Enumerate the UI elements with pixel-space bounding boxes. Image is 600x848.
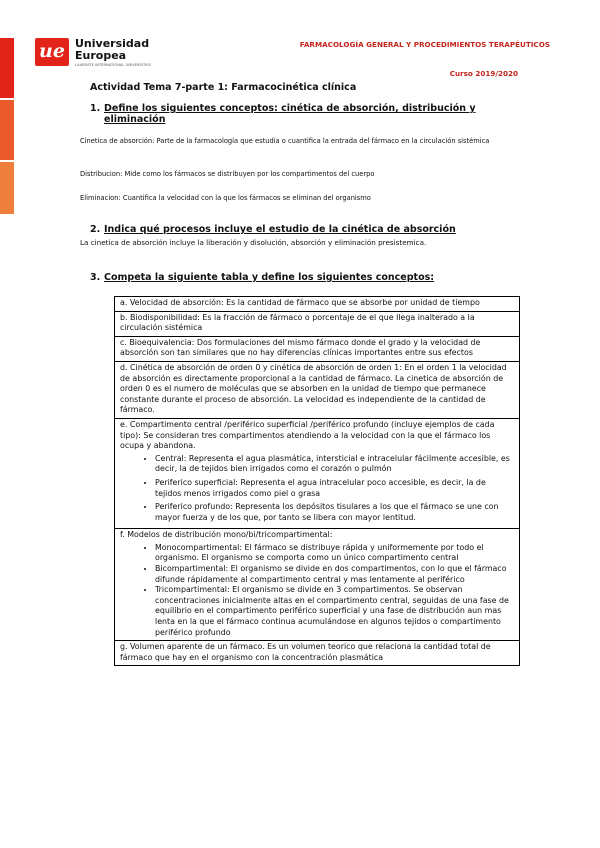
models-intro: f. Modelos de distribución mono/bi/tricompartimental: [120,530,333,540]
side-bar-top [0,38,14,98]
concepts-table [114,296,520,666]
section3-number: 3. [90,272,101,283]
definition-absorption: Cinetica de absorción: Parte de la farmacología que estudia o cuantifica la entrada del fármaco en la circulación sistémica [80,137,490,145]
side-bar-middle [0,100,14,160]
logo-subline: LAUREATE INTERNATIONAL UNIVERSITIES [75,63,151,67]
subject-title: FARMACOLOGÍA GENERAL Y PROCEDIMIENTOS TERAPÉUTICOS [299,40,550,49]
table-row [115,336,520,361]
list-item: • Periferico superficial: Representa el agua intracelular poco accesible, es decir, la de tejidos menos irrigados como piel o grasa [155,478,514,499]
list-item: • Periferico profundo: Representa los depósitos tisulares a los que el fármaco se une con mayor fuerza y de los que, por tanto se libera con mayor lentitud. [155,502,514,523]
row-bioequivalence: c. Bioequivalencia: Dos formulaciones del mismo fármaco donde el grado y la velocidad de absorción son tan similares que no hay diferencias clínicas importantes entre sus efectos [115,336,520,361]
university-logo [35,38,155,72]
logo-line2: Europea [75,49,127,62]
list-item: • Central: Representa el agua plasmática, intersticial e intracelular fácilmente accesible, es decir, la de tejidos bien irrigados como el corazón o pulmón [155,454,514,475]
logo-line1: Universidad [75,37,150,50]
table-row [115,418,520,528]
models-list [120,543,514,638]
row-apparent-volume: g. Volumen aparente de un fármaco. Es un volumen teorico que relaciona la cantidad total de fármaco que hay en el organismo con la concentración plasmática [115,641,520,666]
section3-title: Competa la siguiente tabla y define los siguientes conceptos: [104,272,435,283]
definition-distribution: Distribucion: Mide como los fármacos se distribuyen por los compartimentos del cuerpo [80,170,375,178]
row-absorption-rate: a. Velocidad de absorción: Es la cantidad de fármaco que se absorbe por unidad de tiempo [115,297,520,312]
row-kinetics-order: d. Cinética de absorción de orden 0 y cinética de absorción de orden 1: En el orden 1 la velocidad de absorción es directamente proporcional a la cantidad de fármaco. La cinetica de absorción de orden 0 es el numero de moléculas que se absorben en la unidad de tiempo que permanece constante durante el proceso de absorción. La velocidad es independiente de la cantidad de fármaco. [115,361,520,418]
row-bioavailability: b. Biodisponibilidad: Es la fracción de fármaco o porcentaje de el que llega inalterado a la circulación sistémica [115,311,520,336]
definition-elimination: Eliminacion: Cuantifica la velocidad con la que los fármacos se eliminan del organismo [80,194,371,202]
section3-heading [90,272,434,283]
compartments-intro: e. Compartimento central /periférico superficial /periférico profundo (incluye ejemplos de cada tipo): Se consideran tres compartimentos atendiendo a la velocidad con la que el fármaco los ocupa y abandona. [120,419,495,451]
section1-heading [90,103,510,125]
section1-title-line1: Define los siguientes conceptos: cinética de absorción, distribución y [104,103,476,114]
table-row [115,311,520,336]
table-row [115,641,520,666]
table-row [115,529,520,641]
compartments-list [120,454,514,524]
row-compartments [115,418,520,528]
section1-title-line2: eliminación [104,114,166,125]
table-row [115,361,520,418]
section2-number: 2. [90,224,101,235]
logo-mark: ue [35,38,69,66]
table-row [115,297,520,312]
section2-text: La cinetica de absorción incluye la liberación y disolución, absorción y eliminación presistemica. [80,238,427,247]
list-item: • Bicompartimental: El organismo se divide en dos compartimentos, con lo que el fármaco difunde rápidamente al compartimento central y mas lentamente al periférico [155,564,514,585]
row-distribution-models [115,529,520,641]
course-label: Curso 2019/2020 [449,69,518,78]
section1-number: 1. [90,103,101,114]
section2-heading [90,224,456,235]
list-item: • Tricompartimental: El organismo se divide en 3 compartimentos. Se observan concentraciones inicialmente altas en el compartimento central, seguidas de una fase de equilibrio en el compartimento periférico superficial y una fase de distribución aun mas lenta en la que el fármaco continua acumulándose en algunos tejidos o compartimento periférico profundo [155,585,514,638]
activity-title: Actividad Tema 7-parte 1: Farmacocinética clínica [90,82,357,93]
section2-title: Indica qué procesos incluye el estudio de la cinética de absorción [104,224,456,235]
list-item: • Monocompartimental: El fármaco se distribuye rápida y uniformemente por todo el organismo. El organismo se comporta como un único compartimento central [155,543,514,564]
side-bar-bottom [0,162,14,214]
